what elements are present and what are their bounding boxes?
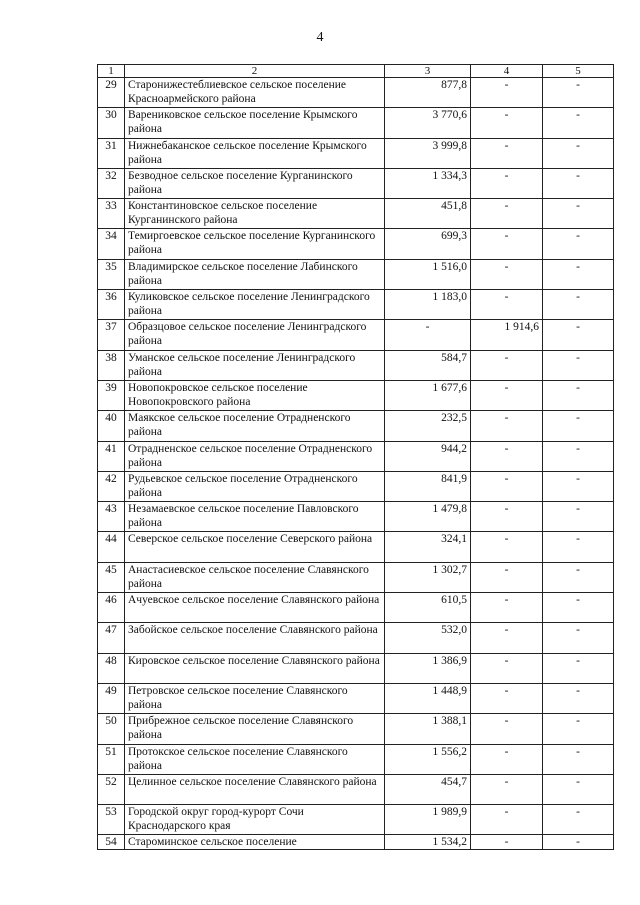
municipality-name: Константиновское сельское поселение Курганинского района — [125, 199, 385, 229]
value-column-3: 324,1 — [385, 532, 471, 562]
value-column-3: 584,7 — [385, 350, 471, 380]
table-row — [98, 138, 614, 168]
municipality-name: Петровское сельское поселение Славянского района — [125, 683, 385, 713]
value-column-5: - — [543, 168, 614, 198]
value-column-4: - — [471, 441, 543, 471]
municipality-name: Отрадненское сельское поселение Отрадненского района — [125, 441, 385, 471]
value-column-3: 1 448,9 — [385, 683, 471, 713]
row-number: 38 — [98, 350, 125, 380]
municipality-name: Новопокровское сельское поселение Новопокровского района — [125, 380, 385, 410]
municipality-name: Ачуевское сельское поселение Славянского района — [125, 593, 385, 623]
row-number: 48 — [98, 653, 125, 683]
value-column-3: 454,7 — [385, 774, 471, 804]
table-row — [98, 259, 614, 289]
value-column-5: - — [543, 471, 614, 501]
municipality-name: Кировское сельское поселение Славянского района — [125, 653, 385, 683]
table-row — [98, 471, 614, 501]
value-column-5: - — [543, 108, 614, 138]
value-column-4: 1 914,6 — [471, 320, 543, 350]
row-number: 40 — [98, 411, 125, 441]
value-column-4: - — [471, 532, 543, 562]
row-number: 39 — [98, 380, 125, 410]
value-column-3: 1 677,6 — [385, 380, 471, 410]
value-column-3: 1 183,0 — [385, 290, 471, 320]
value-column-4: - — [471, 290, 543, 320]
column-header-2: 2 — [125, 65, 385, 78]
column-header-5: 5 — [543, 65, 614, 78]
table-row — [98, 835, 614, 850]
value-column-4: - — [471, 229, 543, 259]
value-column-4: - — [471, 411, 543, 441]
table-row — [98, 532, 614, 562]
value-column-3: 699,3 — [385, 229, 471, 259]
value-column-3: - — [385, 320, 471, 350]
row-number: 42 — [98, 471, 125, 501]
table-row — [98, 380, 614, 410]
value-column-3: 1 479,8 — [385, 502, 471, 532]
value-column-3: 1 556,2 — [385, 744, 471, 774]
column-header-4: 4 — [471, 65, 543, 78]
value-column-5: - — [543, 805, 614, 835]
table-row — [98, 593, 614, 623]
value-column-3: 451,8 — [385, 199, 471, 229]
value-column-3: 532,0 — [385, 623, 471, 653]
value-column-3: 1 386,9 — [385, 653, 471, 683]
table-row — [98, 653, 614, 683]
table-row — [98, 199, 614, 229]
table-row — [98, 562, 614, 592]
value-column-5: - — [543, 78, 614, 108]
value-column-4: - — [471, 108, 543, 138]
value-column-4: - — [471, 623, 543, 653]
value-column-4: - — [471, 138, 543, 168]
value-column-3: 1 534,2 — [385, 835, 471, 850]
column-header-3: 3 — [385, 65, 471, 78]
table-row — [98, 714, 614, 744]
value-column-3: 877,8 — [385, 78, 471, 108]
column-header-1: 1 — [98, 65, 125, 78]
row-number: 32 — [98, 168, 125, 198]
row-number: 36 — [98, 290, 125, 320]
municipality-name: Куликовское сельское поселение Ленинградского района — [125, 290, 385, 320]
table-body — [98, 78, 614, 850]
table-row — [98, 411, 614, 441]
municipality-name: Анастасиевское сельское поселение Славянского района — [125, 562, 385, 592]
row-number: 29 — [98, 78, 125, 108]
value-column-5: - — [543, 229, 614, 259]
value-column-5: - — [543, 653, 614, 683]
row-number: 53 — [98, 805, 125, 835]
value-column-5: - — [543, 502, 614, 532]
value-column-4: - — [471, 259, 543, 289]
municipality-name: Варениковское сельское поселение Крымского района — [125, 108, 385, 138]
value-column-5: - — [543, 350, 614, 380]
municipality-name: Владимирское сельское поселение Лабинского района — [125, 259, 385, 289]
municipality-name: Городской округ город-курорт Сочи Краснодарского края — [125, 805, 385, 835]
table-row — [98, 441, 614, 471]
municipality-name: Протокское сельское поселение Славянского района — [125, 744, 385, 774]
table-row — [98, 744, 614, 774]
value-column-3: 3 999,8 — [385, 138, 471, 168]
table-row — [98, 320, 614, 350]
value-column-4: - — [471, 380, 543, 410]
table-row — [98, 623, 614, 653]
row-number: 47 — [98, 623, 125, 653]
value-column-5: - — [543, 835, 614, 850]
table-row — [98, 290, 614, 320]
value-column-4: - — [471, 683, 543, 713]
value-column-5: - — [543, 532, 614, 562]
municipality-name: Прибрежное сельское поселение Славянского района — [125, 714, 385, 744]
row-number: 41 — [98, 441, 125, 471]
value-column-4: - — [471, 350, 543, 380]
municipality-name: Староминское сельское поселение — [125, 835, 385, 850]
table-row — [98, 78, 614, 108]
value-column-4: - — [471, 199, 543, 229]
table-row — [98, 108, 614, 138]
value-column-4: - — [471, 653, 543, 683]
table-row — [98, 229, 614, 259]
table-row — [98, 805, 614, 835]
value-column-4: - — [471, 744, 543, 774]
value-column-5: - — [543, 320, 614, 350]
value-column-5: - — [543, 714, 614, 744]
value-column-5: - — [543, 380, 614, 410]
row-number: 51 — [98, 744, 125, 774]
value-column-3: 944,2 — [385, 441, 471, 471]
value-column-5: - — [543, 259, 614, 289]
municipality-name: Темиргоевское сельское поселение Курганинского района — [125, 229, 385, 259]
row-number: 49 — [98, 683, 125, 713]
value-column-4: - — [471, 774, 543, 804]
value-column-5: - — [543, 593, 614, 623]
value-column-5: - — [543, 199, 614, 229]
header-row — [98, 65, 614, 78]
row-number: 34 — [98, 229, 125, 259]
municipality-name: Целинное сельское поселение Славянского района — [125, 774, 385, 804]
value-column-4: - — [471, 471, 543, 501]
municipality-name: Маякское сельское поселение Отрадненского района — [125, 411, 385, 441]
value-column-4: - — [471, 835, 543, 850]
value-column-3: 610,5 — [385, 593, 471, 623]
value-column-4: - — [471, 593, 543, 623]
row-number: 52 — [98, 774, 125, 804]
row-number: 46 — [98, 593, 125, 623]
value-column-3: 1 989,9 — [385, 805, 471, 835]
table-row — [98, 350, 614, 380]
table-row — [98, 502, 614, 532]
row-number: 31 — [98, 138, 125, 168]
row-number: 44 — [98, 532, 125, 562]
value-column-3: 3 770,6 — [385, 108, 471, 138]
value-column-5: - — [543, 441, 614, 471]
page-number: 4 — [316, 30, 324, 45]
value-column-3: 1 302,7 — [385, 562, 471, 592]
municipality-name: Образцовое сельское поселение Ленинградского района — [125, 320, 385, 350]
value-column-3: 1 388,1 — [385, 714, 471, 744]
value-column-4: - — [471, 562, 543, 592]
value-column-4: - — [471, 78, 543, 108]
municipality-name: Забойское сельское поселение Славянского района — [125, 623, 385, 653]
municipality-name: Старонижестеблиевское сельское поселение Красноармейского района — [125, 78, 385, 108]
value-column-5: - — [543, 774, 614, 804]
value-column-5: - — [543, 623, 614, 653]
value-column-5: - — [543, 562, 614, 592]
value-column-4: - — [471, 714, 543, 744]
table-row — [98, 774, 614, 804]
row-number: 30 — [98, 108, 125, 138]
value-column-5: - — [543, 290, 614, 320]
value-column-3: 1 516,0 — [385, 259, 471, 289]
row-number: 37 — [98, 320, 125, 350]
municipality-name: Северское сельское поселение Северского района — [125, 532, 385, 562]
value-column-3: 841,9 — [385, 471, 471, 501]
row-number: 43 — [98, 502, 125, 532]
municipality-name: Незамаевское сельское поселение Павловского района — [125, 502, 385, 532]
value-column-4: - — [471, 168, 543, 198]
row-number: 50 — [98, 714, 125, 744]
row-number: 45 — [98, 562, 125, 592]
table-row — [98, 683, 614, 713]
value-column-5: - — [543, 744, 614, 774]
table-row — [98, 168, 614, 198]
municipality-name: Нижнебаканское сельское поселение Крымского района — [125, 138, 385, 168]
row-number: 33 — [98, 199, 125, 229]
municipality-name: Рудьевское сельское поселение Отрадненского района — [125, 471, 385, 501]
value-column-5: - — [543, 683, 614, 713]
value-column-4: - — [471, 502, 543, 532]
value-column-4: - — [471, 805, 543, 835]
value-column-3: 1 334,3 — [385, 168, 471, 198]
value-column-5: - — [543, 411, 614, 441]
row-number: 35 — [98, 259, 125, 289]
allocation-table — [97, 64, 614, 850]
municipality-name: Уманское сельское поселение Ленинградского района — [125, 350, 385, 380]
municipality-name: Безводное сельское поселение Курганинского района — [125, 168, 385, 198]
value-column-5: - — [543, 138, 614, 168]
row-number: 54 — [98, 835, 125, 850]
value-column-3: 232,5 — [385, 411, 471, 441]
